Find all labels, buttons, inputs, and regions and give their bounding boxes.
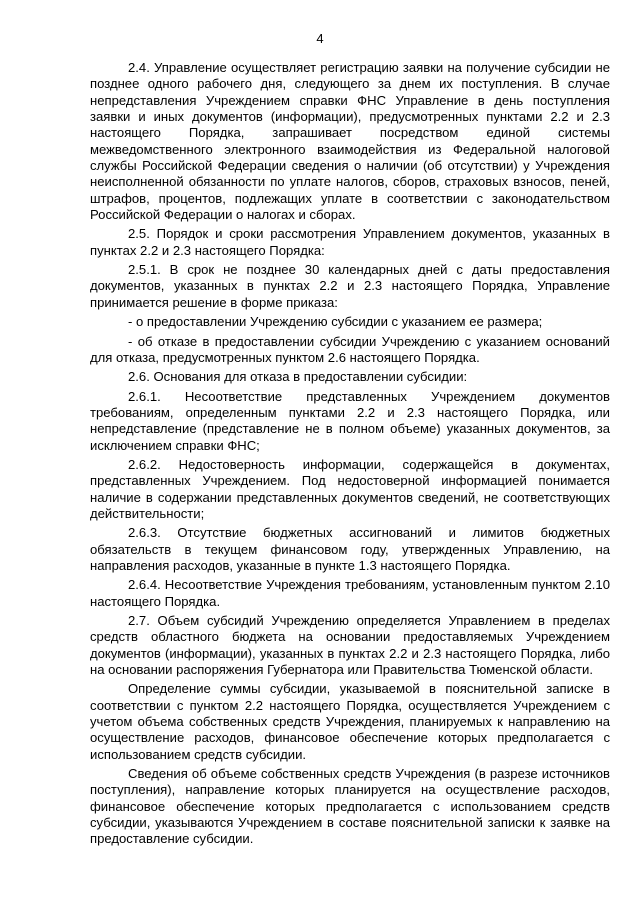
- document-body: [90, 60, 610, 851]
- paragraph-2-4: 2.4. Управление осуществляет регистрацию заявки на получение субсидии не позднее одного рабочего дня, следующего за днем их поступления. В случае непредставления Учреждением справки ФНС Управление в день поступления заявки и иных документов (информации), предусмотренных пунктами 2.2 и 2.3 настоящего Порядка, запрашивает посредством единой системы межведомственного электронного взаимодействия из Федеральной налоговой службы Российской Федерации сведения о наличии (об отсутствии) у Учреждения неисполненной обязанности по уплате налогов, сборов, страховых взносов, пеней, штрафов, процентов, подлежащих уплате в соответствии с законодательством Российской Федерации о налогах и сборах.: [90, 60, 610, 223]
- paragraph-2-6-1: 2.6.1. Несоответствие представленных Учреждением документов требованиям, определенным пунктами 2.2 и 2.3 настоящего Порядка, или непредставление (представление не в полном объеме) указанных документов, за исключением справки ФНС;: [90, 388, 610, 453]
- list-item-refusal-decision: - об отказе в предоставлении субсидии Учреждению с указанием оснований для отказа, предусмотренных пунктом 2.6 настоящего Порядка.: [90, 333, 610, 365]
- paragraph-2-5: 2.5. Порядок и сроки рассмотрения Управлением документов, указанных в пунктах 2.2 и 2.3 настоящего Порядка:: [90, 226, 610, 258]
- paragraph-subsidy-amount: Определение суммы субсидии, указываемой в пояснительной записке в соответствии с пунктом 2.2 настоящего Порядка, осуществляется Учреждением с учетом объема собственных средств Учреждения, планируемых к направлению на осуществление расходов, финансовое обеспечение которых предполагается с использованием средств субсидии.: [90, 681, 610, 762]
- paragraph-2-6-4: 2.6.4. Несоответствие Учреждения требованиям, установленным пунктом 2.10 настоящего Порядка.: [90, 577, 610, 609]
- page-number: 4: [316, 31, 324, 46]
- list-item-grant-decision: - о предоставлении Учреждению субсидии с указанием ее размера;: [128, 314, 543, 330]
- paragraph-2-6-3: 2.6.3. Отсутствие бюджетных ассигнований и лимитов бюджетных обязательств в текущем финансовом году, утвержденных Управлению, на направления расходов, указанные в пункте 1.3 настоящего Порядка.: [90, 525, 610, 573]
- paragraph-2-6: 2.6. Основания для отказа в предоставлении субсидии:: [128, 369, 468, 385]
- paragraph-2-5-1: 2.5.1. В срок не позднее 30 календарных дней с даты предоставления документов, указанных в пунктах 2.2 и 2.3 настоящего Порядка, Управление принимается решение в форме приказа:: [90, 262, 610, 310]
- paragraph-2-6-2: 2.6.2. Недостоверность информации, содержащейся в документах, представленных Учреждением. Под недостоверной информацией понимается наличие в содержании представленных документов сведений, не соответствующих действительности;: [90, 456, 610, 521]
- paragraph-own-funds: Сведения об объеме собственных средств Учреждения (в разрезе источников поступления), направление которых планируется на осуществление расходов, финансовое обеспечение которых предполагается с использованием средств субсидии, указываются Учреждением в составе пояснительной записки к заявке на предоставление субсидии.: [90, 766, 610, 847]
- paragraph-2-7: 2.7. Объем субсидий Учреждению определяется Управлением в пределах средств областного бюджета на основании предоставляемых Учреждением документов (информации), указанных в пунктах 2.2 и 2.3 настоящего Порядка, либо на основании распоряжения Губернатора или Правительства Тюменской области.: [90, 613, 610, 678]
